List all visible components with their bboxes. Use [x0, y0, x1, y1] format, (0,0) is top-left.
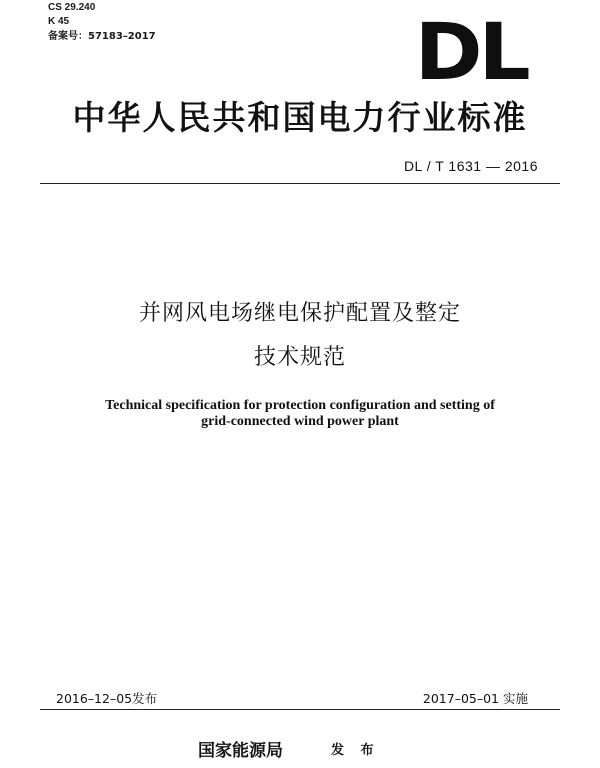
org-title: 中华人民共和国电力行业标准	[72, 98, 528, 137]
k-code: K 45	[48, 16, 70, 27]
record-number: 备案号：57183–2017	[48, 31, 156, 42]
issue-date: 2016–12–05发布	[56, 691, 158, 706]
cn-title-line-2: 技术规范	[253, 345, 346, 370]
ics-code: CS 29.240	[48, 2, 96, 13]
footer-divider	[40, 709, 560, 710]
dl-logo: DL	[414, 8, 526, 98]
header-divider	[40, 183, 560, 184]
issuer-name: 国家能源局	[198, 741, 283, 761]
standard-number: DL / T 1631 — 2016	[403, 158, 538, 174]
en-title-line-2: grid-connected wind power plant	[201, 414, 399, 429]
issue-verb: 发 布	[331, 743, 380, 758]
implementation-date: 2017–05–01 实施	[422, 691, 528, 706]
cn-title-line-1: 并网风电场继电保护配置及整定	[138, 301, 461, 326]
en-title-line-1: Technical specification for protection configuration and setting of	[105, 398, 495, 413]
